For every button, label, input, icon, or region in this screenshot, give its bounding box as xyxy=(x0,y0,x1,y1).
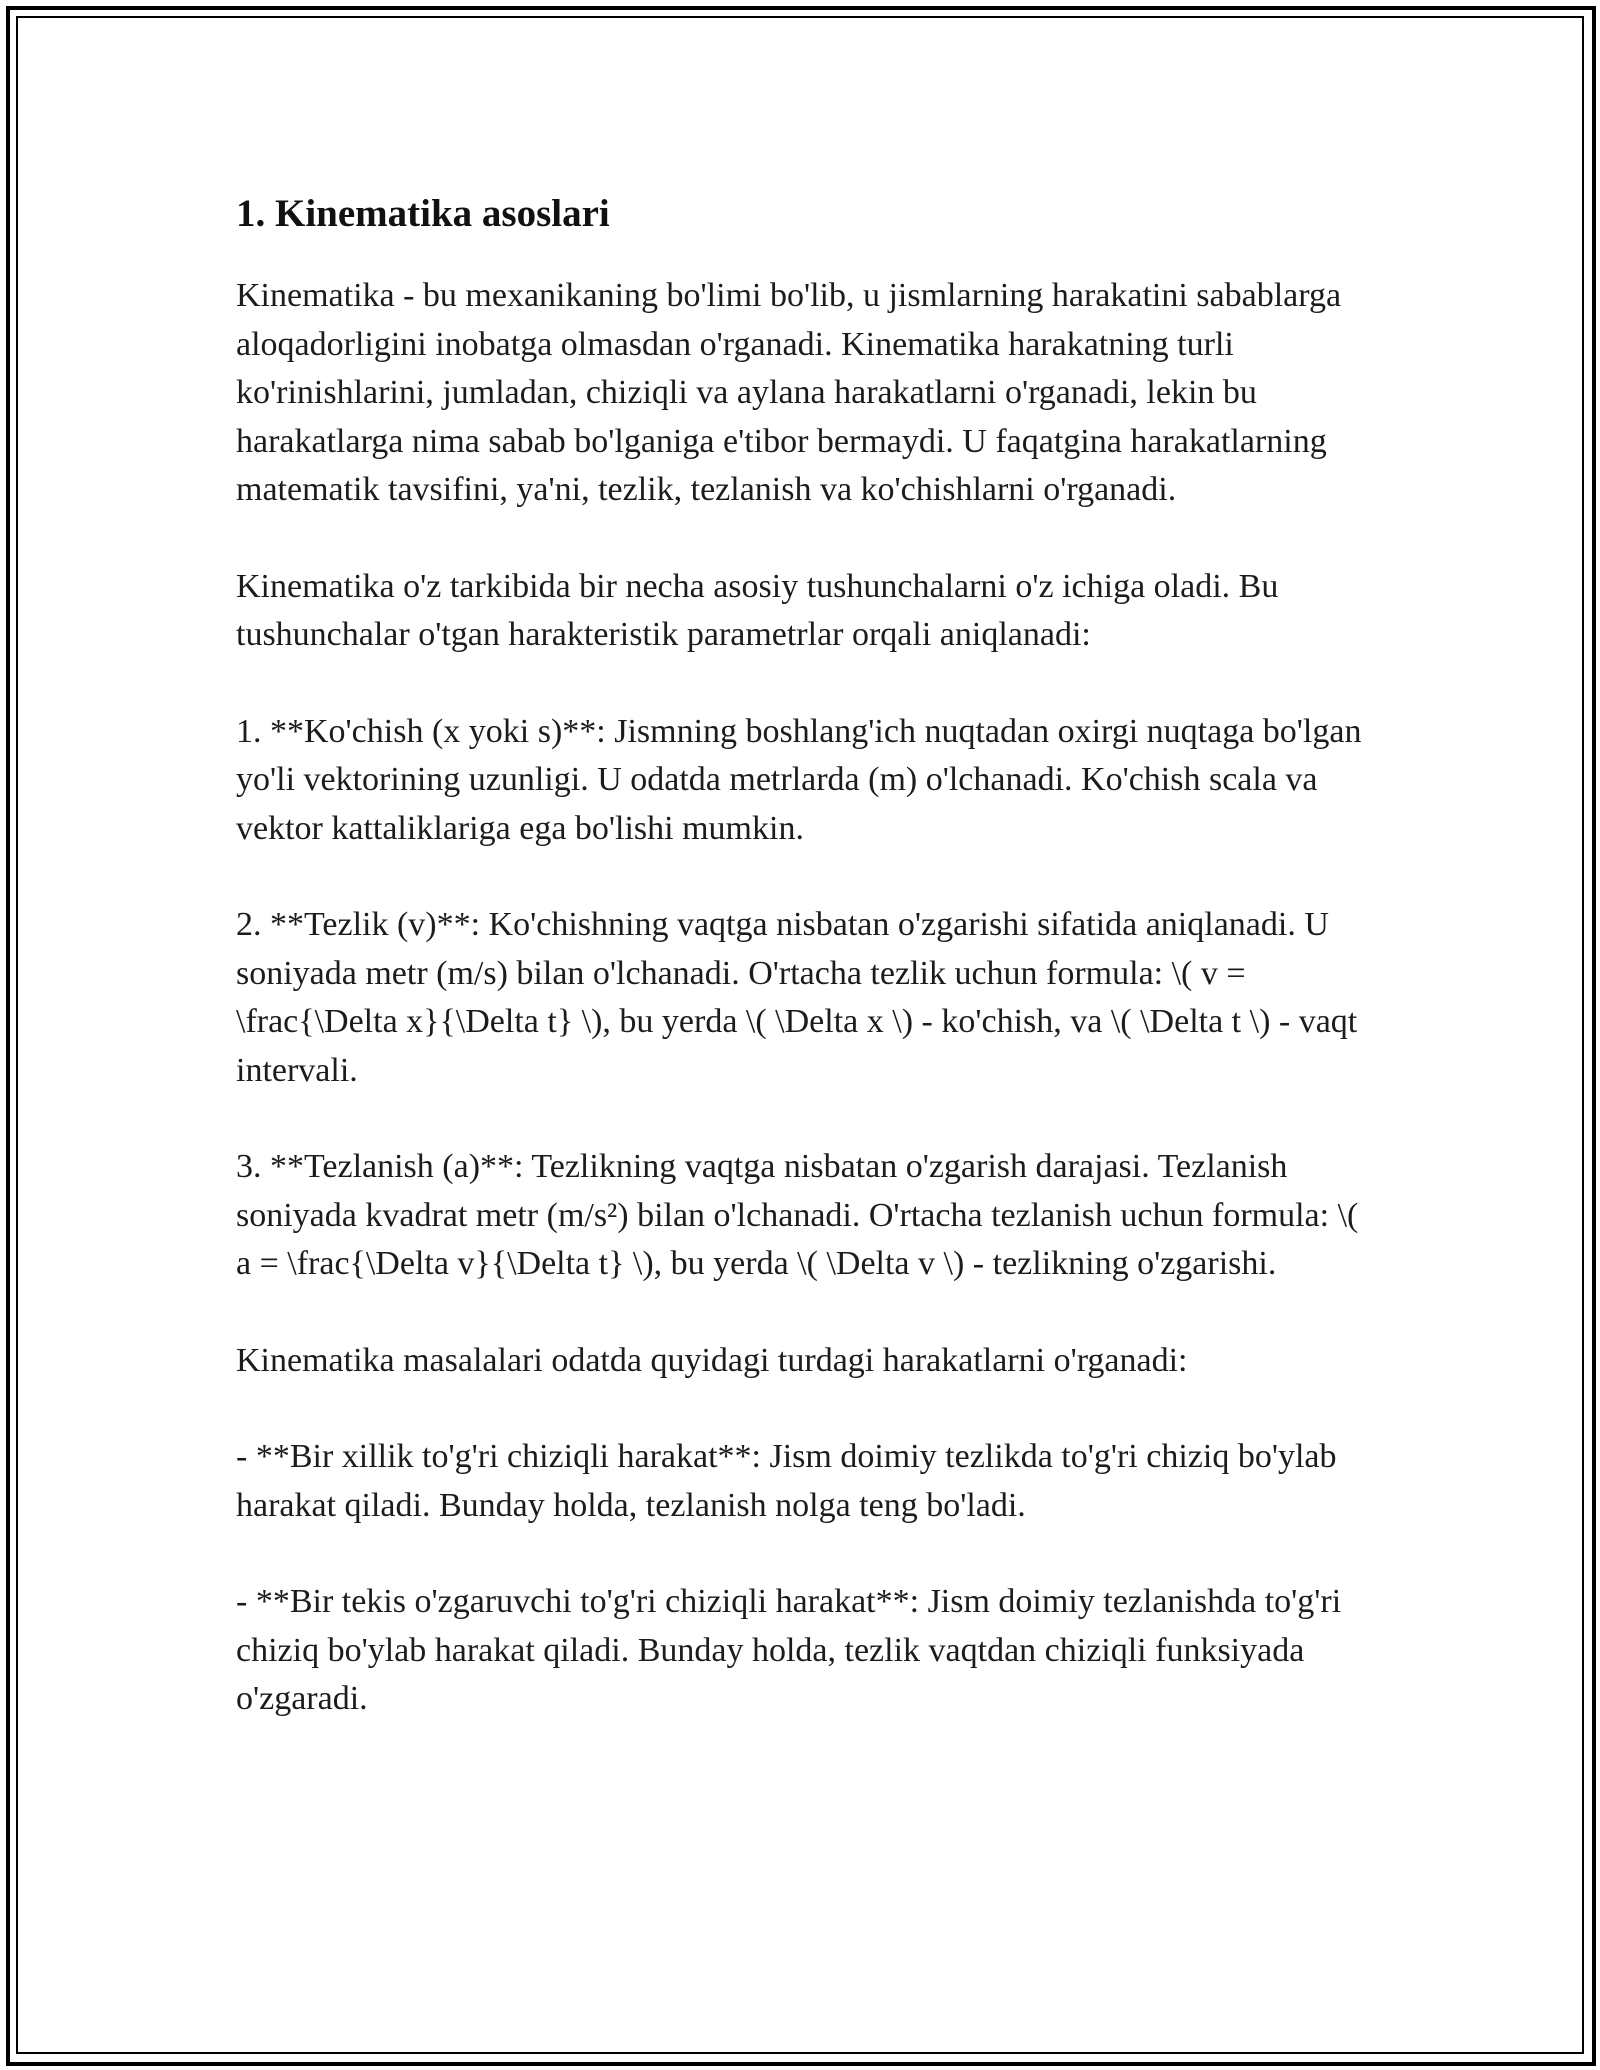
paragraph-acceleration: 3. **Tezlanish (a)**: Tezlikning vaqtga nisbatan o'zgarish darajasi. Tezlanish soniyada kvadrat metr (m/s²) bilan o'lchanadi. O'rtacha tezlanish uchun formula: \( a = \frac{\Delta v}{\Delta t} \), bu yerda \( \Delta v \) - tezlikning o'zgarishi. xyxy=(236,1148,1359,1282)
paragraph-motion-types: Kinematika masalalari odatda quyidagi turdagi harakatlarni o'rganadi: xyxy=(236,1341,1188,1379)
paragraph-uniform-motion: - **Bir xillik to'g'ri chiziqli harakat**: Jism doimiy tezlikda to'g'ri chiziq bo'ylab harakat qiladi. Bunday holda, tezlanish nolga teng bo'ladi. xyxy=(236,1438,1337,1524)
paragraph-intro: Kinematika - bu mexanikaning bo'limi bo'lib, u jismlarning harakatini sabablarga aloqadorligini inobatga olmasdan o'rganadi. Kinematika harakatning turli ko'rinishlarini, jumladan, chiziqli va aylana harakatlarni o'rganadi, lekin bu harakatlarga nima sabab bo'lganiga e'tibor bermaydi. U faqatgina harakatlarning matematik tavsifini, ya'ni, tezlik, tezlanish va ko'chishlarni o'rganadi. xyxy=(236,277,1342,508)
paragraph-concepts: Kinematika o'z tarkibida bir necha asosiy tushunchalarni o'z ichiga oladi. Bu tushunchalar o'tgan harakteristik parametrlar orqali aniqlanadi: xyxy=(236,567,1279,653)
paragraph-displacement: 1. **Ko'chish (x yoki s)**: Jismning boshlang'ich nuqtadan oxirgi nuqtaga bo'lgan yo'li vektorining uzunligi. U odatda metrlarda (m) o'lchanadi. Ko'chish scala va vektor kattaliklariga ega bo'lishi mumkin. xyxy=(236,712,1362,847)
page-title: 1. Kinematika asoslari xyxy=(236,192,610,235)
paragraph-velocity: 2. **Tezlik (v)**: Ko'chishning vaqtga nisbatan o'zgarishi sifatida aniqlanadi. U soniyada metr (m/s) bilan o'lchanadi. O'rtacha tezlik uchun formula: \( v = \frac{\Delta x}{\Delta t} \), bu yerda \( \Delta x \) - ko'chish, va \( \Delta t \) - vaqt intervali. xyxy=(236,906,1358,1089)
paragraph-accelerated-motion: - **Bir tekis o'zgaruvchi to'g'ri chiziqli harakat**: Jism doimiy tezlanishda to'g'ri chiziq bo'ylab harakat qiladi. Bunday holda, tezlik vaqtdan chiziqli funksiyada o'zgaradi. xyxy=(236,1583,1342,1717)
document-body xyxy=(236,190,1366,1772)
